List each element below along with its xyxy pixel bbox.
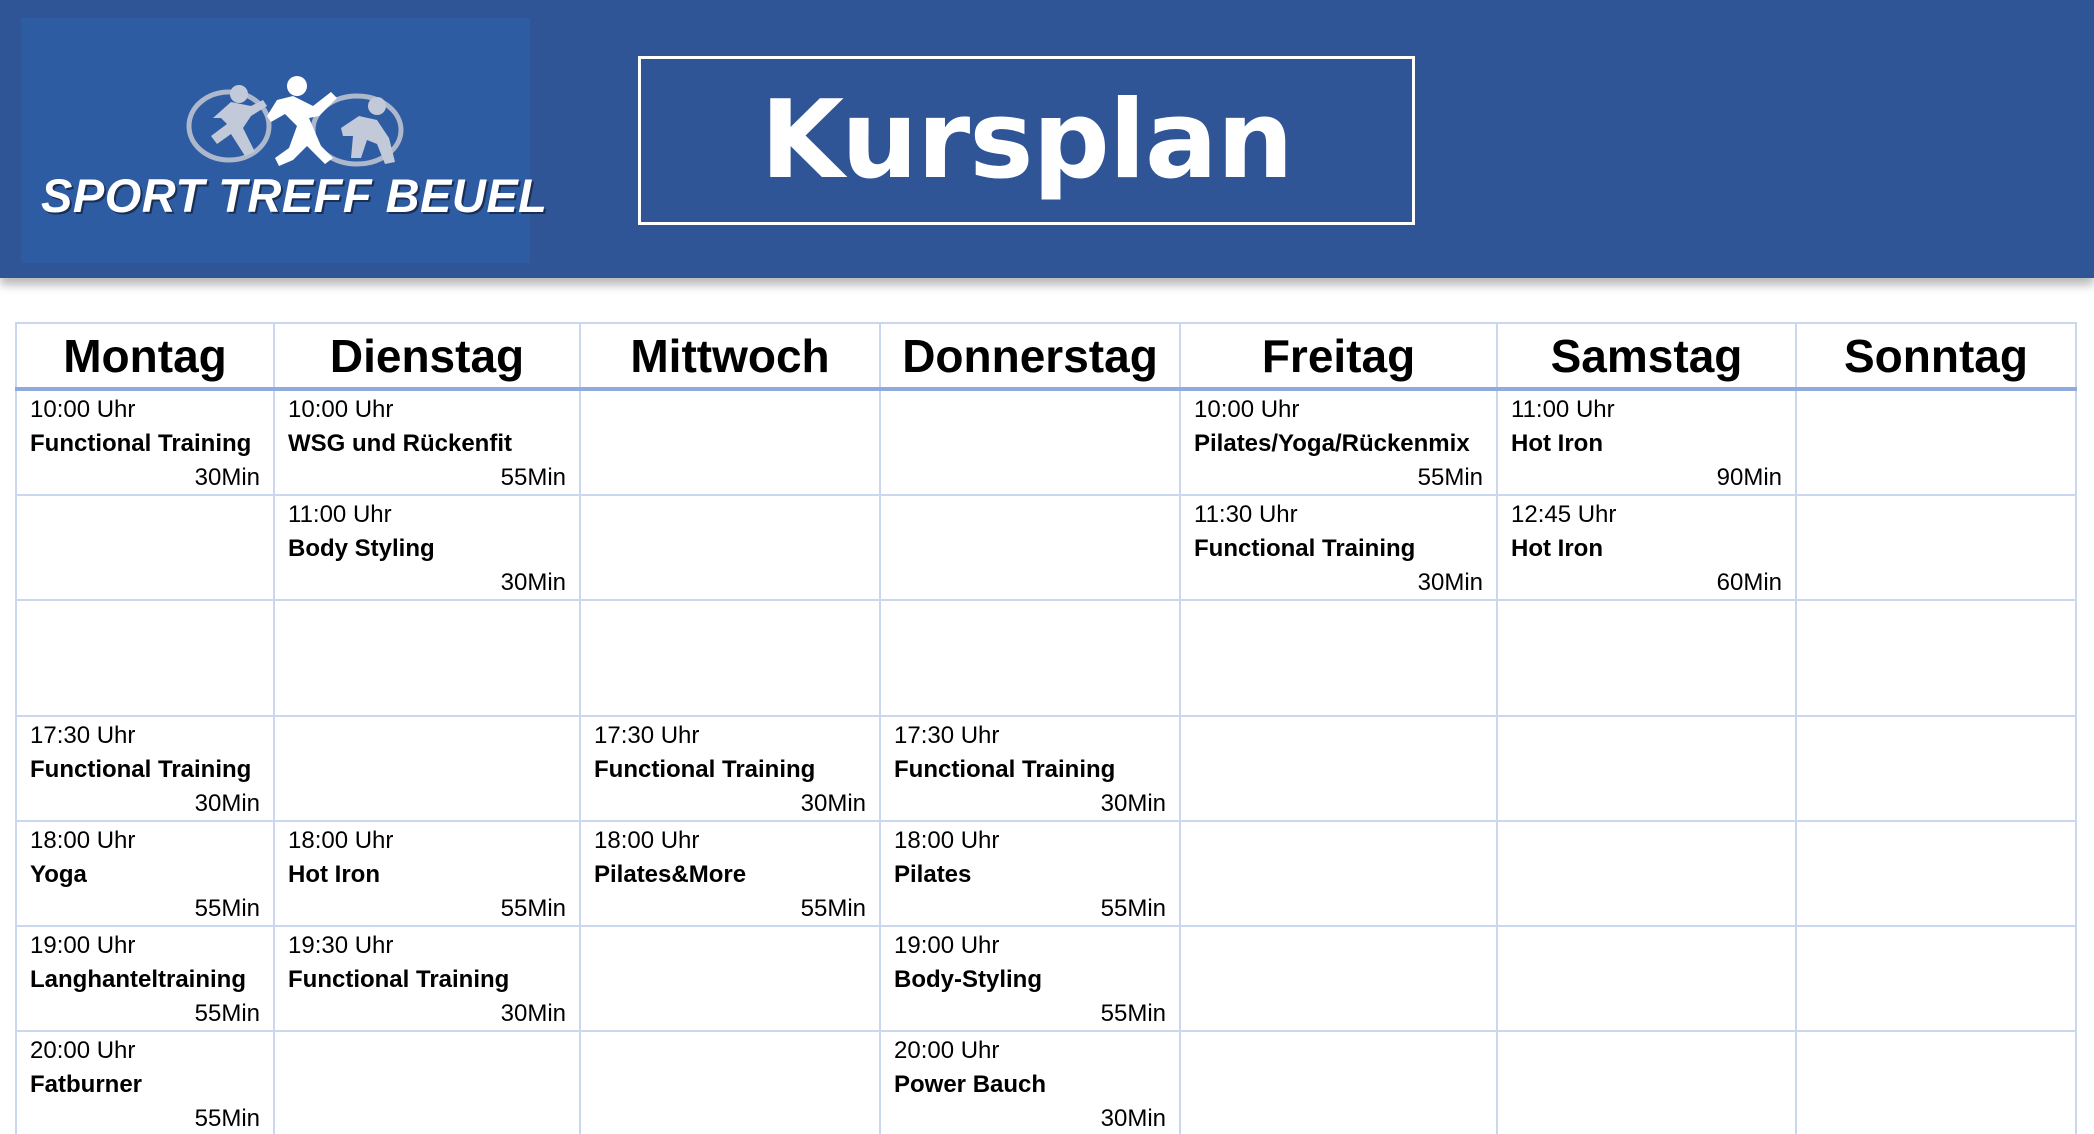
class-duration: 55Min — [1100, 1000, 1166, 1027]
class-time: 11:00 Uhr — [1511, 396, 1615, 423]
class-name: Functional Training — [288, 966, 510, 993]
empty-slot — [1796, 821, 2076, 926]
class-entry — [881, 822, 1179, 925]
class-slot — [16, 821, 274, 926]
class-slot — [1497, 495, 1796, 600]
schedule-row — [16, 495, 2076, 600]
class-time: 19:00 Uhr — [30, 932, 136, 959]
class-name: Pilates — [894, 861, 972, 888]
class-duration: 55Min — [500, 464, 566, 491]
empty-slot — [580, 389, 880, 495]
class-entry — [581, 822, 879, 925]
class-slot — [274, 821, 580, 926]
class-name: Hot Iron — [1511, 535, 1603, 562]
class-slot — [274, 495, 580, 600]
class-duration: 55Min — [800, 895, 866, 922]
class-entry — [17, 717, 273, 820]
empty-slot — [1796, 389, 2076, 495]
class-duration: 30Min — [194, 464, 260, 491]
class-slot — [580, 716, 880, 821]
empty-slot — [1796, 1031, 2076, 1134]
class-name: Pilates&More — [594, 861, 747, 888]
empty-slot — [1497, 600, 1796, 716]
class-name: Fatburner — [30, 1071, 143, 1098]
class-name: Body Styling — [288, 535, 435, 562]
class-time: 17:30 Uhr — [594, 722, 700, 749]
class-time: 12:45 Uhr — [1511, 501, 1617, 528]
schedule-body — [16, 389, 2076, 1134]
class-duration: 30Min — [1100, 790, 1166, 817]
class-time: 18:00 Uhr — [894, 827, 1000, 854]
empty-slot — [16, 495, 274, 600]
class-duration: 55Min — [194, 895, 260, 922]
class-slot — [1497, 389, 1796, 495]
schedule-table — [15, 322, 2077, 1134]
class-entry — [275, 822, 579, 925]
class-slot — [16, 389, 274, 495]
schedule-row — [16, 389, 2076, 495]
class-slot — [274, 389, 580, 495]
class-time: 20:00 Uhr — [894, 1037, 1000, 1064]
class-time: 17:30 Uhr — [30, 722, 136, 749]
class-duration: 30Min — [1100, 1105, 1166, 1132]
class-duration: 90Min — [1716, 464, 1782, 491]
class-slot — [880, 926, 1180, 1031]
day-header-row — [16, 323, 2076, 389]
logo-text: SPORT TREFF BEUEL — [41, 169, 548, 222]
class-time: 18:00 Uhr — [288, 827, 394, 854]
empty-slot — [580, 1031, 880, 1134]
empty-slot — [1796, 600, 2076, 716]
class-entry — [275, 391, 579, 494]
class-time: 10:00 Uhr — [30, 396, 136, 423]
class-name: Power Bauch — [894, 1071, 1047, 1098]
empty-slot — [1497, 1031, 1796, 1134]
class-duration: 55Min — [1417, 464, 1483, 491]
empty-slot — [580, 495, 880, 600]
empty-slot — [880, 600, 1180, 716]
schedule-row — [16, 600, 2076, 716]
class-time: 10:00 Uhr — [288, 396, 394, 423]
class-slot — [880, 821, 1180, 926]
class-entry — [17, 391, 273, 494]
day-header-samstag: Samstag — [1497, 323, 1796, 389]
class-slot — [16, 1031, 274, 1134]
class-duration: 55Min — [1100, 895, 1166, 922]
class-time: 18:00 Uhr — [594, 827, 700, 854]
empty-slot — [880, 389, 1180, 495]
athletes-logo-icon — [181, 66, 411, 176]
class-name: Yoga — [30, 861, 87, 888]
schedule-row — [16, 1031, 2076, 1134]
empty-slot — [580, 926, 880, 1031]
class-time: 11:30 Uhr — [1194, 501, 1298, 528]
empty-slot — [274, 600, 580, 716]
empty-slot — [1497, 926, 1796, 1031]
schedule-row — [16, 821, 2076, 926]
empty-slot — [1180, 1031, 1497, 1134]
empty-slot — [274, 716, 580, 821]
empty-slot — [880, 495, 1180, 600]
class-entry — [881, 927, 1179, 1030]
empty-slot — [16, 600, 274, 716]
class-time: 19:30 Uhr — [288, 932, 394, 959]
class-time: 20:00 Uhr — [30, 1037, 136, 1064]
class-name: Functional Training — [1194, 535, 1416, 562]
empty-slot — [1180, 926, 1497, 1031]
class-name: Pilates/Yoga/Rückenmix — [1194, 430, 1470, 457]
day-header-donnerstag: Donnerstag — [880, 323, 1180, 389]
empty-slot — [1497, 716, 1796, 821]
class-slot — [580, 821, 880, 926]
class-duration: 30Min — [1417, 569, 1483, 596]
class-duration: 55Min — [500, 895, 566, 922]
class-time: 10:00 Uhr — [1194, 396, 1300, 423]
class-name: Functional Training — [594, 756, 816, 783]
class-time: 18:00 Uhr — [30, 827, 136, 854]
class-duration: 30Min — [194, 790, 260, 817]
class-entry — [881, 1032, 1179, 1134]
empty-slot — [1180, 600, 1497, 716]
class-entry — [275, 496, 579, 599]
class-time: 17:30 Uhr — [894, 722, 1000, 749]
class-slot — [880, 716, 1180, 821]
class-time: 19:00 Uhr — [894, 932, 1000, 959]
class-name: Langhanteltraining — [30, 966, 246, 993]
class-duration: 30Min — [500, 1000, 566, 1027]
class-entry — [275, 927, 579, 1030]
class-duration: 60Min — [1716, 569, 1782, 596]
class-slot — [274, 926, 580, 1031]
class-duration: 30Min — [500, 569, 566, 596]
empty-slot — [1796, 926, 2076, 1031]
empty-slot — [1497, 821, 1796, 926]
class-slot — [880, 1031, 1180, 1134]
class-name: Functional Training — [30, 756, 252, 783]
page-title: Kursplan — [760, 77, 1293, 203]
header-band — [0, 0, 2094, 278]
class-entry — [1498, 496, 1795, 599]
class-slot — [16, 926, 274, 1031]
class-entry — [581, 717, 879, 820]
day-header-sonntag: Sonntag — [1796, 323, 2076, 389]
class-slot — [1180, 495, 1497, 600]
schedule-row — [16, 926, 2076, 1031]
class-entry — [1498, 391, 1795, 494]
empty-slot — [580, 600, 880, 716]
empty-slot — [1796, 716, 2076, 821]
schedule-row — [16, 716, 2076, 821]
class-slot — [16, 716, 274, 821]
class-duration: 55Min — [194, 1000, 260, 1027]
empty-slot — [1180, 716, 1497, 821]
empty-slot — [274, 1031, 580, 1134]
class-slot — [1180, 389, 1497, 495]
class-entry — [17, 822, 273, 925]
class-name: Functional Training — [30, 430, 252, 457]
class-entry — [881, 717, 1179, 820]
day-header-montag: Montag — [16, 323, 274, 389]
class-name: Functional Training — [894, 756, 1116, 783]
empty-slot — [1180, 821, 1497, 926]
class-entry — [17, 1032, 273, 1134]
class-duration: 30Min — [800, 790, 866, 817]
class-name: Hot Iron — [1511, 430, 1603, 457]
class-entry — [17, 927, 273, 1030]
day-header-mittwoch: Mittwoch — [580, 323, 880, 389]
class-name: Body-Styling — [894, 966, 1042, 993]
class-entry — [1181, 496, 1496, 599]
day-header-freitag: Freitag — [1180, 323, 1497, 389]
class-duration: 55Min — [194, 1105, 260, 1132]
class-time: 11:00 Uhr — [288, 501, 392, 528]
empty-slot — [1796, 495, 2076, 600]
class-name: Hot Iron — [288, 861, 380, 888]
title-box — [638, 56, 1415, 225]
class-name: WSG und Rückenfit — [288, 430, 512, 457]
day-header-dienstag: Dienstag — [274, 323, 580, 389]
class-entry — [1181, 391, 1496, 494]
logo — [21, 18, 548, 263]
